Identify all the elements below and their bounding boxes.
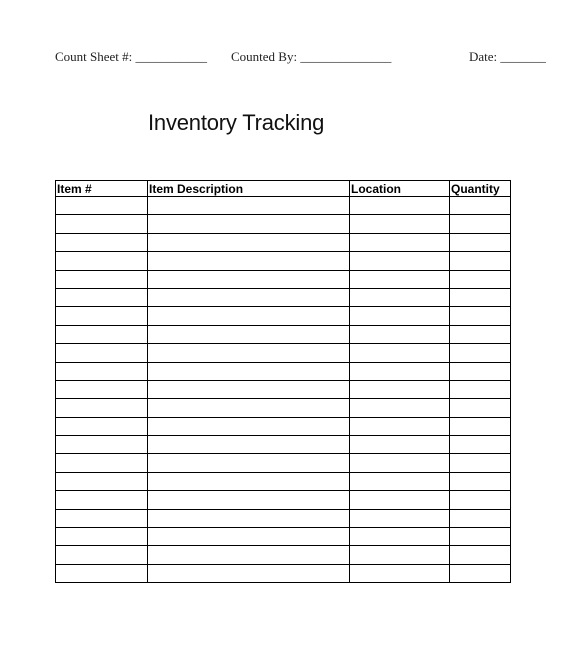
cell-quantity[interactable] bbox=[450, 215, 511, 233]
cell-item-description[interactable] bbox=[148, 252, 350, 270]
cell-quantity[interactable] bbox=[450, 270, 511, 288]
cell-quantity[interactable] bbox=[450, 509, 511, 527]
table-row bbox=[56, 546, 511, 564]
cell-location[interactable] bbox=[350, 509, 450, 527]
cell-quantity[interactable] bbox=[450, 472, 511, 490]
table-row bbox=[56, 528, 511, 546]
inventory-table bbox=[55, 180, 511, 583]
cell-quantity[interactable] bbox=[450, 325, 511, 343]
cell-item-description[interactable] bbox=[148, 362, 350, 380]
cell-item-number[interactable] bbox=[56, 509, 148, 527]
table-row bbox=[56, 399, 511, 417]
table-row bbox=[56, 252, 511, 270]
cell-quantity[interactable] bbox=[450, 288, 511, 306]
cell-location[interactable] bbox=[350, 491, 450, 509]
cell-item-description[interactable] bbox=[148, 344, 350, 362]
cell-item-number[interactable] bbox=[56, 436, 148, 454]
cell-item-description[interactable] bbox=[148, 546, 350, 564]
table-row bbox=[56, 564, 511, 582]
table-row bbox=[56, 509, 511, 527]
table-row bbox=[56, 270, 511, 288]
cell-item-description[interactable] bbox=[148, 509, 350, 527]
cell-quantity[interactable] bbox=[450, 362, 511, 380]
cell-item-number[interactable] bbox=[56, 362, 148, 380]
cell-location[interactable] bbox=[350, 252, 450, 270]
table-row bbox=[56, 454, 511, 472]
date-field: Date: _______ bbox=[469, 49, 546, 64]
cell-location[interactable] bbox=[350, 472, 450, 490]
table-row bbox=[56, 344, 511, 362]
table-row bbox=[56, 215, 511, 233]
table-row bbox=[56, 491, 511, 509]
cell-location[interactable] bbox=[350, 325, 450, 343]
cell-location[interactable] bbox=[350, 344, 450, 362]
cell-item-number[interactable] bbox=[56, 399, 148, 417]
cell-quantity[interactable] bbox=[450, 233, 511, 251]
cell-item-description[interactable] bbox=[148, 491, 350, 509]
cell-item-number[interactable] bbox=[56, 197, 148, 215]
column-header-item-description: Item Description bbox=[148, 181, 350, 197]
cell-quantity[interactable] bbox=[450, 344, 511, 362]
page-title: Inventory Tracking bbox=[148, 110, 325, 135]
cell-item-number[interactable] bbox=[56, 417, 148, 435]
cell-item-description[interactable] bbox=[148, 233, 350, 251]
cell-item-description[interactable] bbox=[148, 417, 350, 435]
table-row bbox=[56, 325, 511, 343]
cell-item-number[interactable] bbox=[56, 380, 148, 398]
table-row bbox=[56, 307, 511, 325]
cell-item-description[interactable] bbox=[148, 307, 350, 325]
cell-item-description[interactable] bbox=[148, 270, 350, 288]
cell-quantity[interactable] bbox=[450, 380, 511, 398]
cell-item-description[interactable] bbox=[148, 454, 350, 472]
table-header-row bbox=[56, 181, 511, 197]
cell-location[interactable] bbox=[350, 380, 450, 398]
cell-location[interactable] bbox=[350, 233, 450, 251]
cell-location[interactable] bbox=[350, 564, 450, 582]
table-row bbox=[56, 362, 511, 380]
cell-quantity[interactable] bbox=[450, 307, 511, 325]
cell-location[interactable] bbox=[350, 307, 450, 325]
cell-quantity[interactable] bbox=[450, 564, 511, 582]
cell-item-description[interactable] bbox=[148, 472, 350, 490]
cell-quantity[interactable] bbox=[450, 436, 511, 454]
cell-item-description[interactable] bbox=[148, 197, 350, 215]
cell-location[interactable] bbox=[350, 417, 450, 435]
cell-location[interactable] bbox=[350, 528, 450, 546]
cell-item-number[interactable] bbox=[56, 528, 148, 546]
cell-quantity[interactable] bbox=[450, 399, 511, 417]
cell-location[interactable] bbox=[350, 546, 450, 564]
cell-quantity[interactable] bbox=[450, 252, 511, 270]
cell-item-number[interactable] bbox=[56, 472, 148, 490]
cell-item-number[interactable] bbox=[56, 454, 148, 472]
counted-by-field: Counted By: ______________ bbox=[231, 49, 392, 64]
cell-quantity[interactable] bbox=[450, 528, 511, 546]
cell-item-number[interactable] bbox=[56, 491, 148, 509]
cell-item-number[interactable] bbox=[56, 307, 148, 325]
cell-quantity[interactable] bbox=[450, 491, 511, 509]
column-header-location: Location bbox=[350, 181, 450, 197]
table-row bbox=[56, 472, 511, 490]
cell-location[interactable] bbox=[350, 215, 450, 233]
table-row bbox=[56, 417, 511, 435]
cell-quantity[interactable] bbox=[450, 546, 511, 564]
cell-quantity[interactable] bbox=[450, 197, 511, 215]
cell-item-number[interactable] bbox=[56, 233, 148, 251]
cell-item-number[interactable] bbox=[56, 325, 148, 343]
cell-location[interactable] bbox=[350, 436, 450, 454]
cell-location[interactable] bbox=[350, 454, 450, 472]
cell-quantity[interactable] bbox=[450, 454, 511, 472]
cell-location[interactable] bbox=[350, 270, 450, 288]
cell-location[interactable] bbox=[350, 197, 450, 215]
table-row bbox=[56, 380, 511, 398]
cell-item-number[interactable] bbox=[56, 288, 148, 306]
cell-item-description[interactable] bbox=[148, 380, 350, 398]
column-header-quantity: Quantity bbox=[450, 181, 511, 197]
table-row bbox=[56, 288, 511, 306]
cell-item-description[interactable] bbox=[148, 564, 350, 582]
column-header-item-number: Item # bbox=[56, 181, 148, 197]
cell-item-description[interactable] bbox=[148, 288, 350, 306]
cell-item-number[interactable] bbox=[56, 270, 148, 288]
cell-item-description[interactable] bbox=[148, 399, 350, 417]
table-row bbox=[56, 233, 511, 251]
cell-quantity[interactable] bbox=[450, 417, 511, 435]
cell-item-number[interactable] bbox=[56, 546, 148, 564]
cell-item-description[interactable] bbox=[148, 436, 350, 454]
cell-item-description[interactable] bbox=[148, 528, 350, 546]
cell-item-description[interactable] bbox=[148, 325, 350, 343]
cell-item-number[interactable] bbox=[56, 252, 148, 270]
cell-location[interactable] bbox=[350, 399, 450, 417]
table-body bbox=[56, 197, 511, 583]
table-row bbox=[56, 436, 511, 454]
cell-location[interactable] bbox=[350, 288, 450, 306]
table-row bbox=[56, 197, 511, 215]
cell-item-number[interactable] bbox=[56, 215, 148, 233]
cell-item-number[interactable] bbox=[56, 564, 148, 582]
count-sheet-field: Count Sheet #: ___________ bbox=[55, 49, 208, 64]
cell-item-description[interactable] bbox=[148, 215, 350, 233]
cell-location[interactable] bbox=[350, 362, 450, 380]
cell-item-number[interactable] bbox=[56, 344, 148, 362]
